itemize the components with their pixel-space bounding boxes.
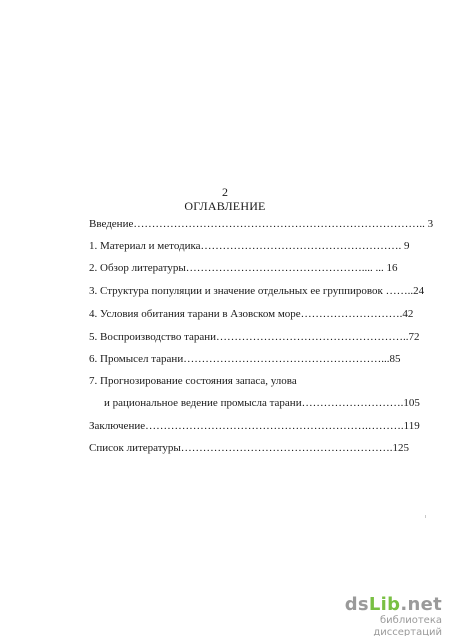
toc-entry-habitat-conditions: 4. Условия обитания тарани в Азовском море……………………….42 (89, 308, 414, 320)
scan-speck (425, 515, 426, 518)
page-title: ОГЛАВЛЕНИЕ (184, 199, 266, 213)
toc-entry-literature-review: 2. Обзор литературы………………………………………….... ... 16 (89, 262, 398, 274)
watermark-subtitle: библиотека диссертаций (373, 615, 442, 636)
toc-entry-materials-methods: 1. Материал и методика………………………………………………. 9 (89, 240, 410, 252)
watermark-logo: dsLib.net (344, 594, 442, 615)
toc-entry-forecasting-continued: и рациональное ведение промысла тарани……………………….105 (104, 397, 420, 409)
toc-entry-population-structure: 3. Структура популяции и значение отдельных ее группировок ……..24 (89, 285, 425, 297)
page-number: 2 (222, 185, 228, 199)
watermark (322, 595, 442, 636)
toc-entry-conclusion: Заключение…………………………………………………….……….119 (89, 420, 420, 432)
toc-entry-introduction: Введение…………………………………………………………………….. 3 (89, 218, 434, 230)
toc-entry-forecasting: 7. Прогнозирование состояния запаса, улова (89, 375, 297, 387)
toc-entry-references: Список литературы………………………………………………….125 (89, 442, 410, 454)
toc-entry-fishery: 6. Промысел тарани………………………………………………...85 (89, 353, 401, 365)
toc-entry-reproduction: 5. Воспроизводство тарани……………………………………………..72 (89, 331, 420, 343)
